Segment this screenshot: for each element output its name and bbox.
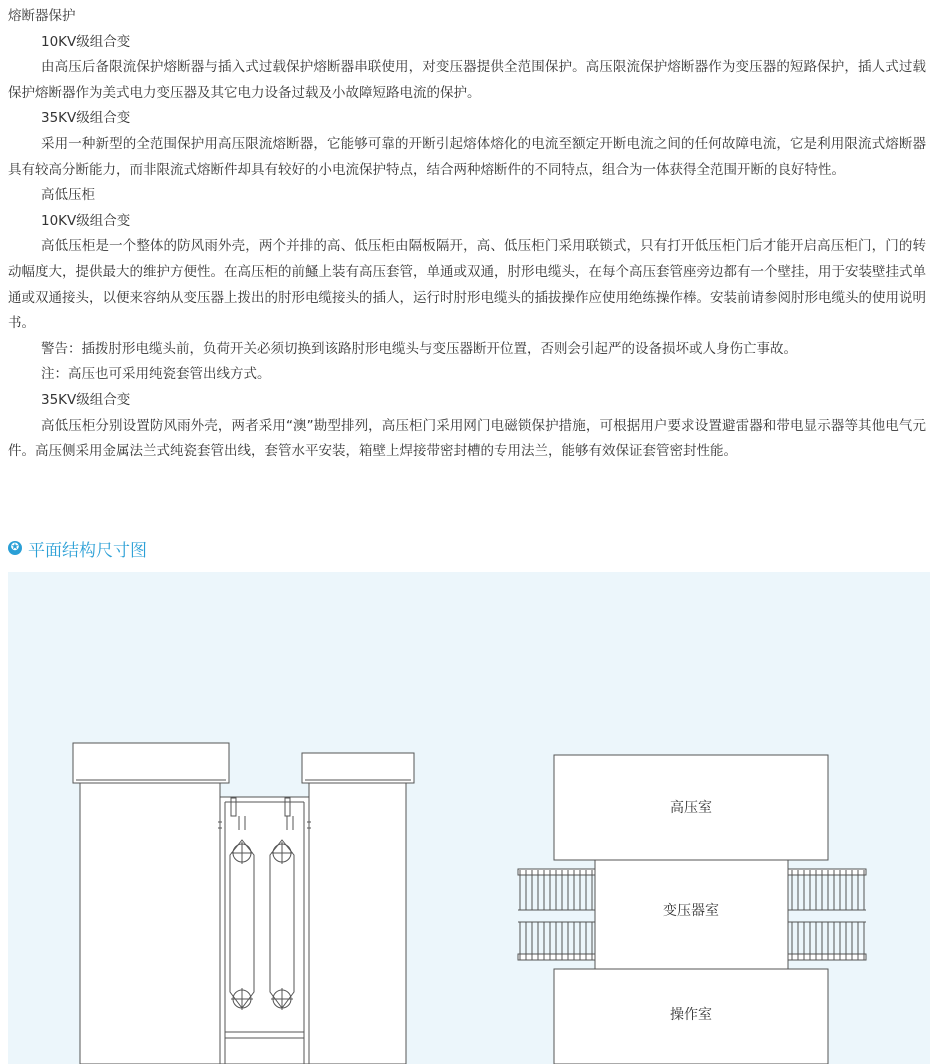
section-title: [8, 536, 147, 560]
kv35-paragraph-b: 高低压柜分别设置防风雨外壳，两者采用“澳”勘型排列，高压柜门采用网门电磁锁保护措施，可根据用户要求设置避雷器和带电显示器等其他电气元件。高压侧采用金属法兰式纯瓷套管出线，套管水平安装，箱壁上焊接带密封槽的专用法兰，能够有效保证套管密封性能。: [8, 417, 926, 460]
section-title-text: 平面结构尺寸图: [28, 540, 147, 561]
fuse-heading: 熔断器保护: [8, 8, 76, 24]
note-text: 注：高压也可采用纯瓷套管出线方式。: [41, 366, 271, 383]
right-radiator-fins: [788, 869, 866, 960]
front-elevation-drawing: [73, 743, 414, 1064]
structure-diagram-panel: [8, 572, 930, 1064]
kv10-subheading-b: 10KV级组合变: [41, 212, 131, 229]
label-high-voltage-room: 高压室: [670, 800, 712, 816]
kv10-subheading-a: 10KV级组合变: [41, 33, 131, 50]
cabinet-heading: 高低压柜: [41, 187, 95, 204]
kv10-paragraph-a: 由高压后备限流保护熔断器与插入式过载保护熔断器串联使用，对变压器提供全范围保护。高压限流保护熔断器作为变压器的短路保护，插人式过载保护熔断器作为美式电力变压器及其它电力设备过载及小故障短路电流的保护。: [8, 59, 926, 101]
star-circle-icon: ✪: [8, 541, 22, 555]
article-body: [8, 4, 926, 465]
left-radiator-fins: [518, 869, 595, 960]
label-transformer-room: 变压器室: [663, 903, 719, 919]
kv35-paragraph-a: 采用一种新型的全范围保护用高压限流熔断器，它能够可靠的开断引起熔体熔化的电流至额定开断电流之间的任何故障电流，它是利用限流式熔断器具有较高分断能力，而非限流式熔断件却具有较好的小电流保护特点，结合两种熔断件的不同特点，组合为一体获得全范围开断的良好特性。: [8, 135, 926, 178]
kv10-paragraph-b: 高低压柜是一个整体的防风雨外壳，两个并排的高、低压柜由隔板隔开，高、低压柜门采用联锁式，只有打开低压柜门后才能开启高压柜门，门的转动幅度大，提供最大的维护方便性。在高压柜的前鰠上装有高压套管，单通或双通，肘形电缆头，在每个高压套管座旁边都有一个壁挂，用于安装壁挂式单通或双通接头，以便来容纳从变压器上拨出的肘形电缆接头的插人，运行时肘形电缆头的插拔操作应使用绝练操作棒。安装前请参阅肘形电缆头的使用说明书。: [8, 238, 926, 332]
label-operation-room: 操作室: [670, 1007, 712, 1023]
kv35-subheading-b: 35KV级组合变: [41, 391, 131, 408]
kv35-subheading-a: 35KV级组合变: [41, 110, 131, 127]
structure-diagram: [8, 572, 930, 1064]
warning-text: 警告：插拨肘形电缆头前，负荷开关必须切换到该路肘形电缆头与变压器断开位置，否则会引起严的设备损坏或人身伤亡事故。: [41, 340, 797, 357]
